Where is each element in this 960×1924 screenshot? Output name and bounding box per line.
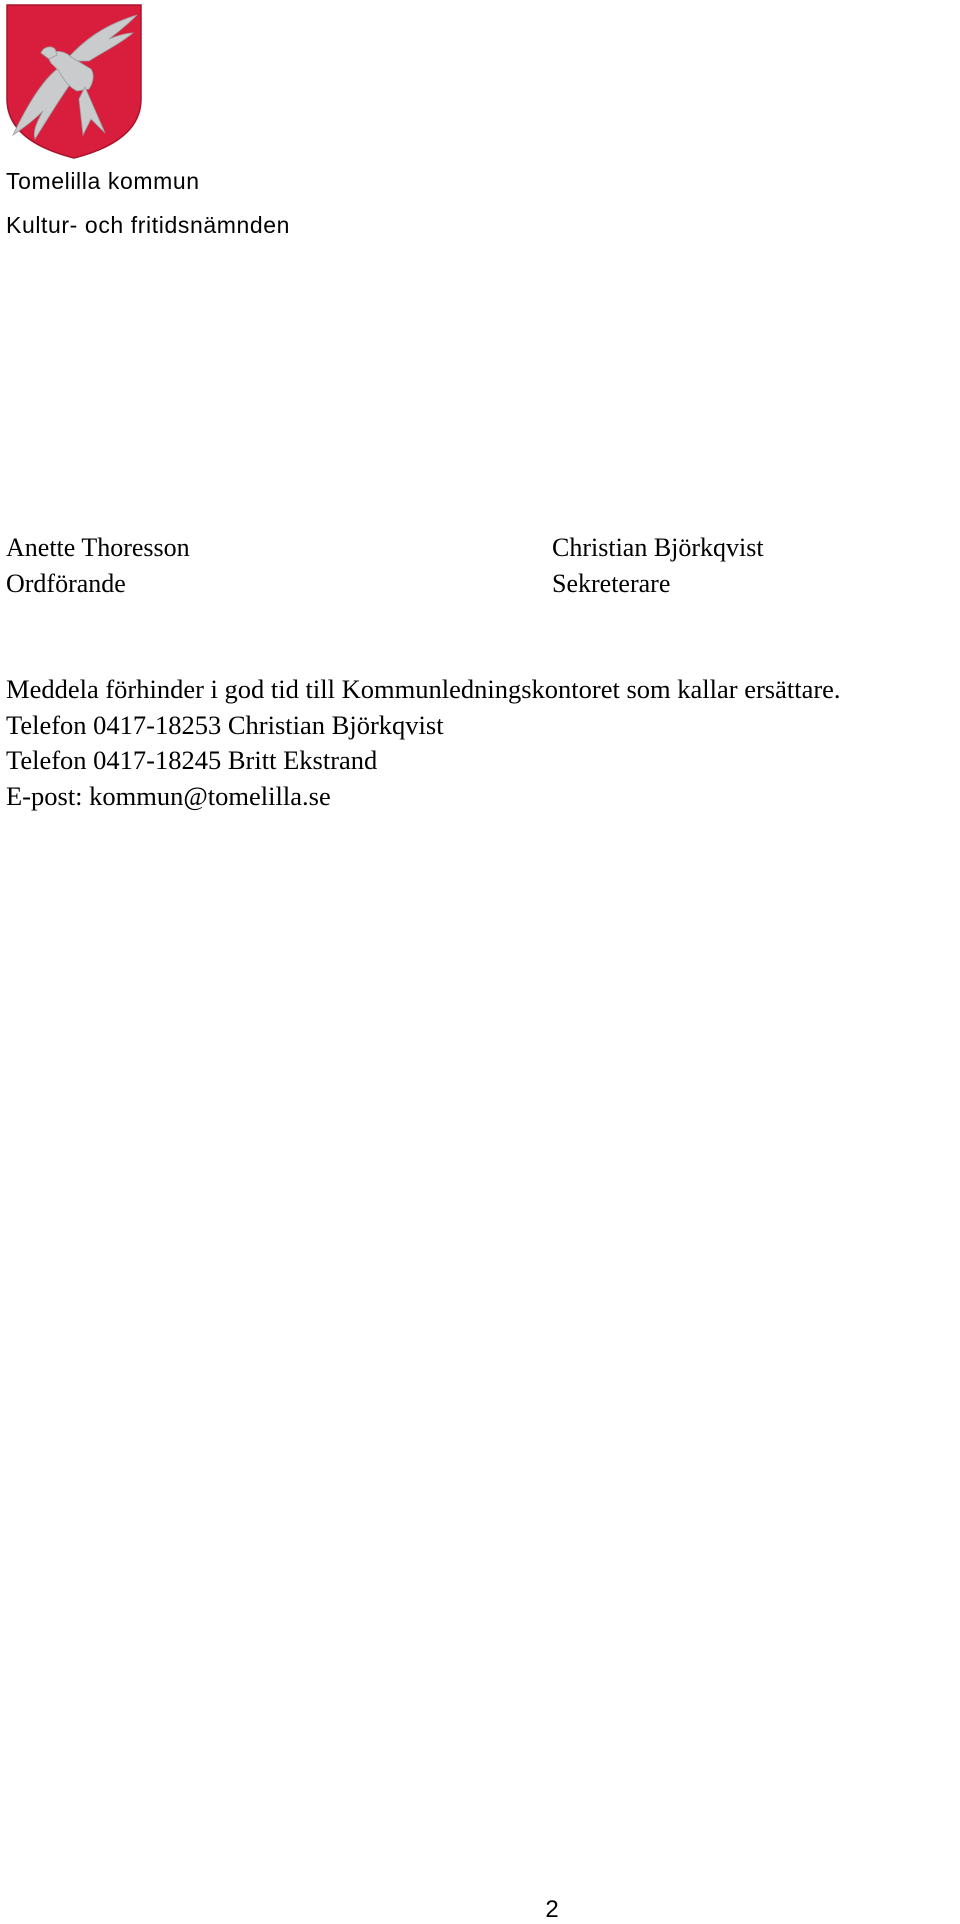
chair-name: Anette Thoresson: [6, 533, 190, 562]
absence-notice: [6, 672, 841, 814]
coat-of-arms-icon: [5, 3, 143, 160]
phone-britt: Telefon 0417-18245 Britt Ekstrand: [6, 745, 378, 775]
secretary-role: Sekreterare: [552, 569, 671, 598]
notice-instruction: Meddela förhinder i god tid till Kommunledningskontoret som kallar ersättare.: [6, 674, 841, 704]
page-number: [0, 1896, 960, 1924]
email-contact: E-post: kommun@tomelilla.se: [6, 780, 331, 811]
chair-role: Ordförande: [6, 569, 126, 598]
page-number-text: 2: [545, 1896, 559, 1923]
phone-christian: Telefon 0417-18253 Christian Björkqvist: [6, 709, 444, 740]
secretary-signature-block: [552, 530, 764, 602]
chair-signature-block: [6, 530, 190, 602]
municipality-name: Tomelilla kommun: [6, 168, 200, 194]
committee-name: Kultur- och fritidsnämnden: [6, 212, 291, 238]
secretary-name: Christian Björkqvist: [552, 533, 764, 562]
